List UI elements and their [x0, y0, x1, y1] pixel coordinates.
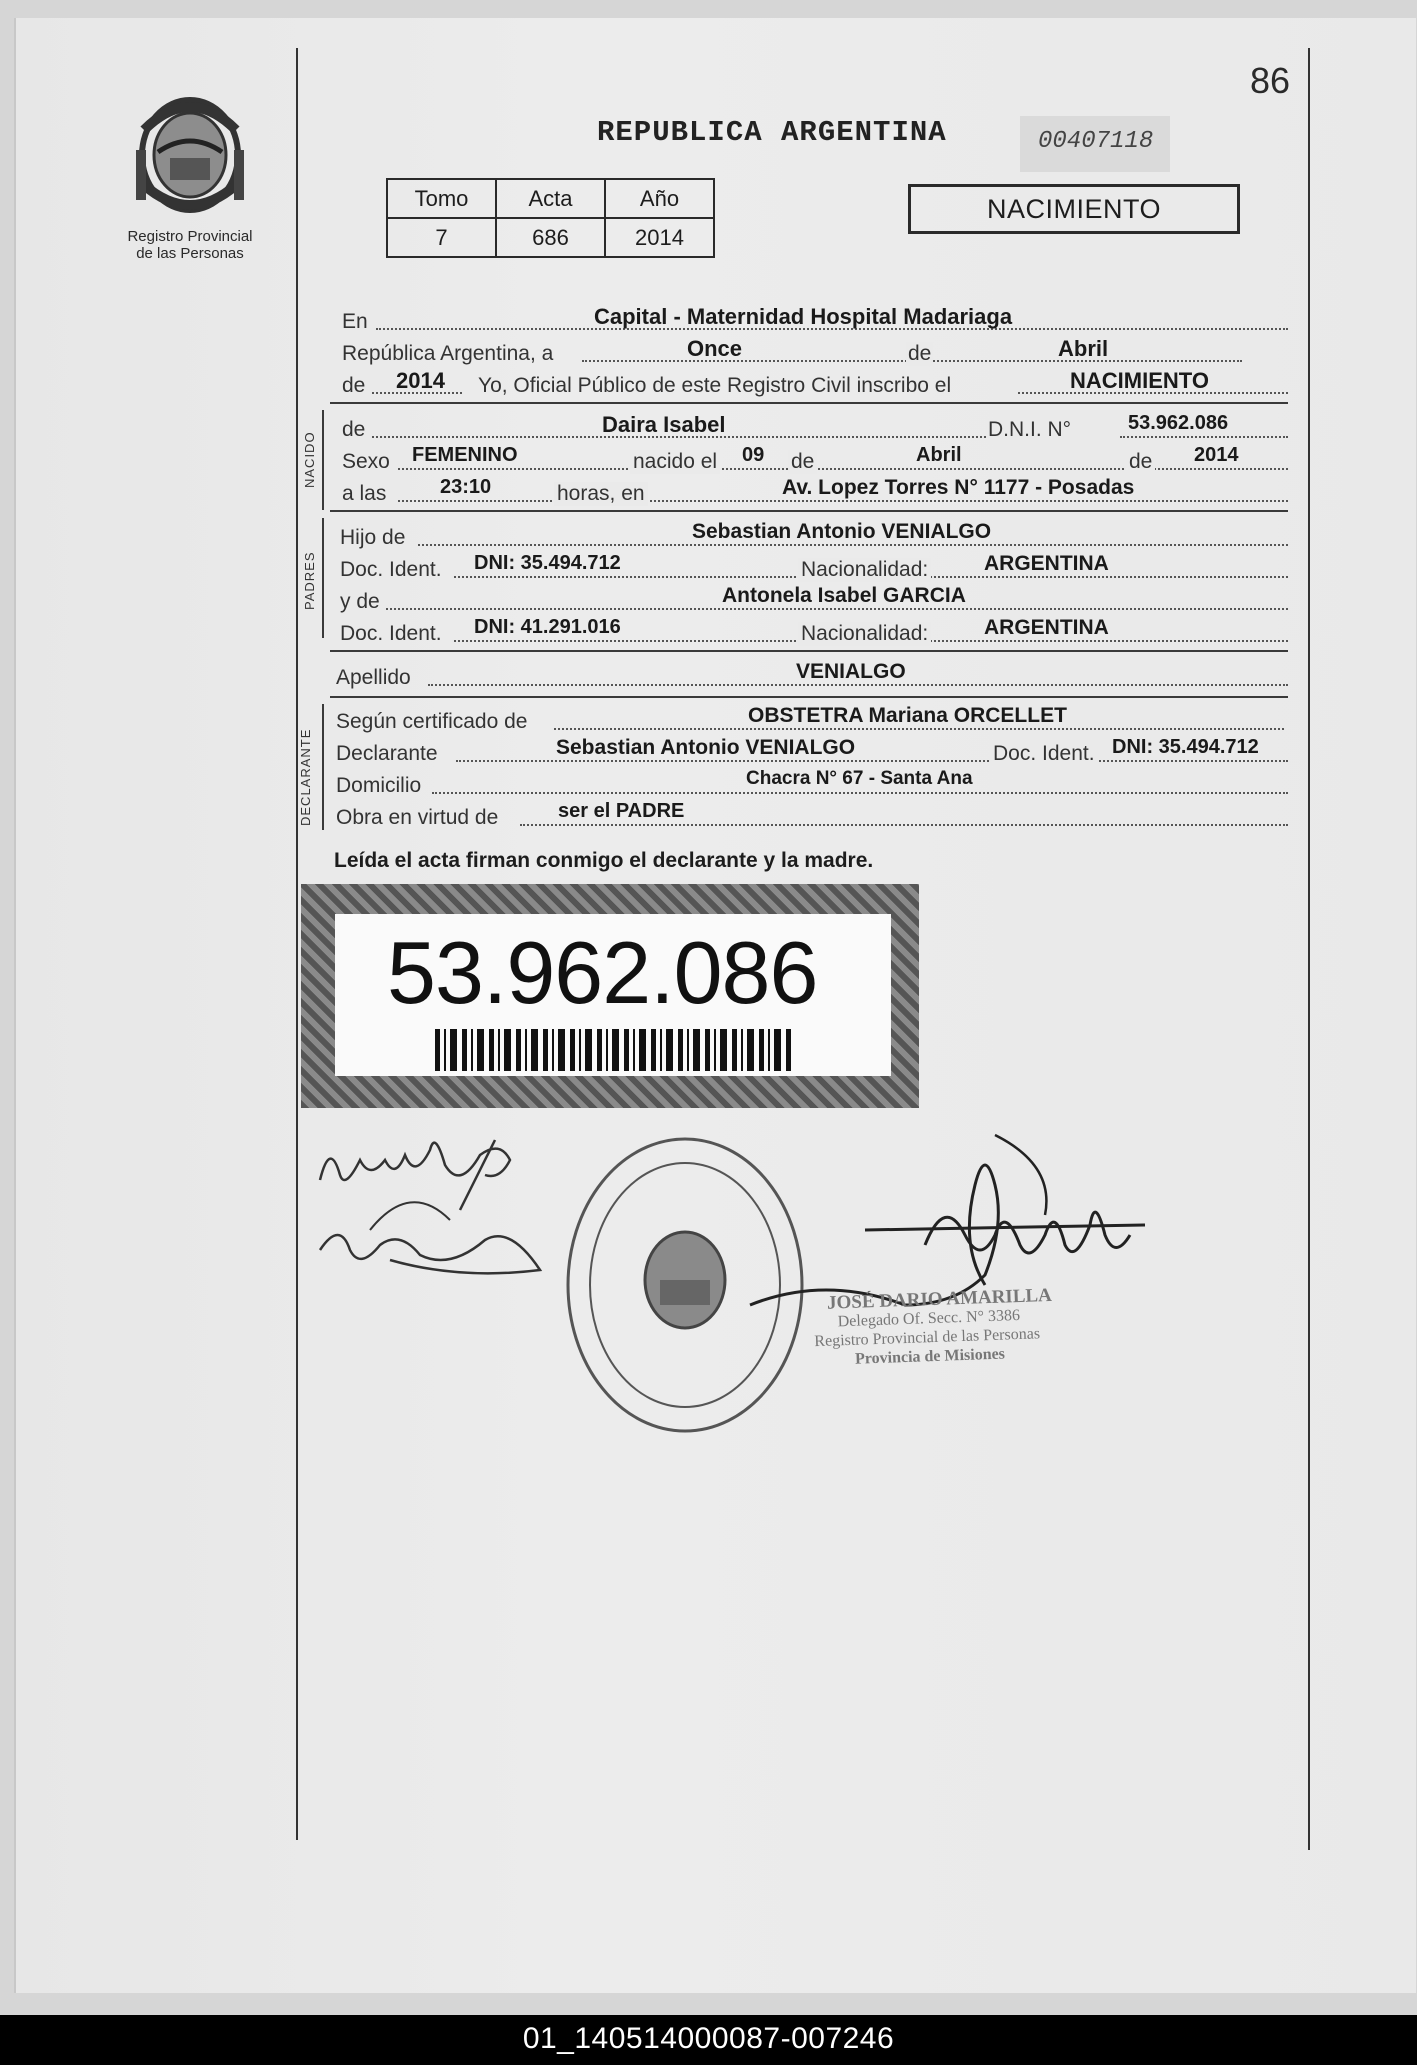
tomo-acta-ano-table — [386, 178, 715, 258]
father-nationality-value: ARGENTINA — [984, 552, 1109, 575]
table-header-ano: Año — [605, 179, 714, 218]
table-cell-acta: 686 — [496, 218, 605, 257]
line-apellido: Apellido VENIALGO — [336, 666, 1288, 694]
line-certificado: Según certificado de OBSTETRA Mariana ORCELLET — [336, 710, 1288, 738]
father-name-value: Sebastian Antonio VENIALGO — [692, 520, 992, 543]
table-header-acta: Acta — [496, 179, 605, 218]
line-en: En Capital - Maternidad Hospital Madariaga — [342, 310, 1288, 338]
certificate-value: OBSTETRA Mariana ORCELLET — [748, 704, 1067, 727]
line-declarante: Declarante Sebastian Antonio VENIALGO Doc. Ident. DNI: 35.494.712 — [336, 742, 1288, 770]
official-stamp: JOSÉ DARIO AMARILLA Delegado Of. Secc. N° 3386 Registro Provincial de las Personas Provincia de Misiones — [814, 1284, 1053, 1368]
line-republica: República Argentina, a Once de Abril — [342, 342, 1288, 370]
capacity-value: ser el PADRE — [558, 800, 685, 822]
dni-sticker-number: 53.962.086 — [387, 923, 818, 1022]
section-label-declarante: DECLARANTE — [298, 728, 313, 826]
year-value: 2014 — [396, 368, 445, 393]
declarant-doc-value: DNI: 35.494.712 — [1112, 736, 1259, 758]
child-name-value: Daira Isabel — [602, 412, 726, 437]
line-hora: a las 23:10 horas, en Av. Lopez Torres N° 1177 - Posadas — [342, 482, 1288, 510]
logo-caption: Registro Provincial de las Personas — [127, 228, 253, 262]
dni-sticker — [301, 884, 919, 1108]
country-heading: REPUBLICA ARGENTINA — [597, 116, 947, 149]
line-nacido-de: de Daira Isabel D.N.I. N° 53.962.086 — [342, 418, 1288, 446]
divider — [330, 510, 1288, 512]
page-number: 86 — [1250, 60, 1291, 101]
divider — [330, 402, 1288, 404]
divider — [330, 696, 1288, 698]
inscribo-value: NACIMIENTO — [1070, 368, 1209, 393]
child-dni-value: 53.962.086 — [1128, 412, 1229, 434]
official-name: JOSÉ DARIO AMARILLA — [826, 1284, 1053, 1314]
line-obra: Obra en virtud de ser el PADRE — [336, 806, 1288, 834]
left-margin-rule — [296, 48, 298, 1840]
right-margin-rule — [1308, 48, 1310, 1850]
record-type-box: NACIMIENTO — [908, 184, 1240, 234]
section-label-nacido: NACIDO — [302, 431, 317, 488]
line-domicilio: Domicilio Chacra N° 67 - Santa Ana — [336, 774, 1288, 802]
birth-day-value: 09 — [742, 444, 765, 466]
sex-value: FEMENINO — [412, 444, 518, 466]
address-value: Chacra N° 67 - Santa Ana — [746, 768, 973, 789]
table-cell-tomo: 7 — [387, 218, 496, 257]
section-label-padres: PADRES — [302, 551, 317, 610]
mother-nationality-value: ARGENTINA — [984, 616, 1109, 639]
line-mother-doc: Doc. Ident. DNI: 41.291.016 Nacionalidad: ARGENTINA — [340, 622, 1288, 650]
surname-value: VENIALGO — [796, 660, 906, 683]
table-cell-ano: 2014 — [605, 218, 714, 257]
line-inscribo: de 2014 Yo, Oficial Público de este Registro Civil inscribo el NACIMIENTO — [342, 374, 1288, 402]
father-doc-value: DNI: 35.494.712 — [474, 552, 621, 574]
declarant-signature — [310, 1120, 560, 1320]
declarant-name-value: Sebastian Antonio VENIALGO — [556, 736, 856, 759]
divider — [330, 650, 1288, 652]
birth-time-value: 23:10 — [440, 476, 492, 498]
barcode — [435, 1029, 795, 1071]
line-hijo-de: Hijo de Sebastian Antonio VENIALGO — [340, 526, 1288, 554]
closing-statement: Leída el acta firman conmigo el declarante y la madre. — [334, 849, 874, 872]
scan-footer-code: 01_140514000087-007246 — [522, 2022, 895, 2055]
line-sexo: Sexo FEMENINO nacido el 09 de Abril de 2014 — [342, 450, 1288, 478]
line-y-de: y de Antonela Isabel GARCIA — [340, 590, 1288, 618]
table-header-tomo: Tomo — [387, 179, 496, 218]
mother-doc-value: DNI: 41.291.016 — [474, 616, 621, 638]
line-father-doc: Doc. Ident. DNI: 35.494.712 Nacionalidad: ARGENTINA — [340, 558, 1288, 586]
place-value: Capital - Maternidad Hospital Madariaga — [594, 304, 1013, 329]
month-value: Abril — [1058, 336, 1109, 361]
birth-month-value: Abril — [916, 444, 962, 466]
mother-name-value: Antonela Isabel GARCIA — [722, 584, 966, 607]
day-value: Once — [687, 336, 743, 361]
serial-number-label: 00407118 — [1020, 116, 1170, 172]
misiones-coat-of-arms-logo — [130, 90, 250, 225]
birth-place-value: Av. Lopez Torres N° 1177 - Posadas — [782, 476, 1135, 499]
birth-year-value: 2014 — [1194, 444, 1239, 466]
